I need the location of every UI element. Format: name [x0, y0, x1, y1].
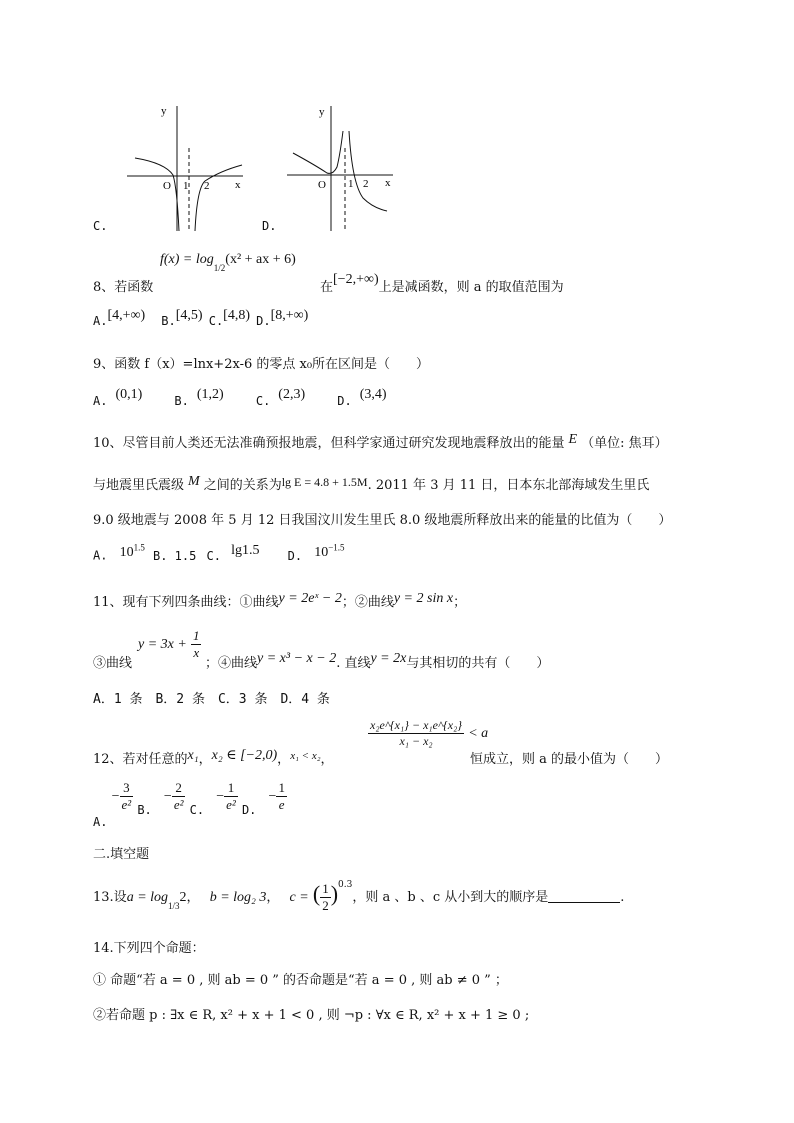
q9-stem: 9、函数 f（x）=lnx+2x-6 的零点 x₀所在区间是（ ） — [93, 357, 430, 372]
tick-1-label: 1 — [183, 180, 189, 192]
option-c-label: C. — [93, 219, 108, 233]
q14-proposition-1: ① 命题“若 a = 0 , 则 ab = 0 ” 的否命题是“若 a = 0 , 则 ab ≠ 0 ” ； — [93, 973, 508, 988]
q8-stem: 8、若函数 — [93, 280, 154, 295]
q11-options: A．1 条 B．2 条 C．3 条 D．4 条 — [93, 692, 330, 707]
q11-line-2: ③曲线 — [93, 656, 133, 671]
answer-blank[interactable] — [548, 890, 620, 903]
option-c-graph — [125, 103, 245, 233]
tick-2-label: 2 — [363, 178, 369, 190]
x-axis-label: x — [235, 179, 241, 191]
q10-line-3: 9.0 级地震与 2008 年 5 月 12 日我国汶川发生里氏 8.0 级地震所释放出来的能量的比值为（ ） — [93, 513, 672, 528]
q12-stem: 12、若对任意的x₁，x₂ ∈ [−2,0)，$^{x_1 < x_2}$， — [93, 748, 334, 767]
q14-proposition-2: ②若命题 p : ∃x ∈ R, x² + x + 1 < 0 , 则 ¬p : ∀x ∈ R, x² + x + 1 ≥ 0 ; — [93, 1008, 530, 1023]
q8-stem-rest: 在[−2,+∞)上是减函数，则 a 的取值范围为 — [320, 272, 564, 295]
q14-title: 14.下列四个命题： — [93, 941, 205, 956]
q12-fraction: $\frac{\text{x₂e\textasciicircum{}\{x₁\} − x₁e\textasciicircum{}\{x₂\}}}{\text{x₁ − x₂}}$ < a — [370, 718, 489, 748]
q12-options: A. − $\frac{3}{\text{e²}}$ B. − $\frac{2}{\text{e²}}$ C. − $\frac{1}{\text{e²}}$ D. − $\frac{1}{e}$ — [93, 780, 285, 829]
tick-1-label: 1 — [348, 178, 354, 190]
tick-2-label: 2 — [204, 180, 210, 192]
y-axis-label: y — [161, 105, 167, 117]
q8-options: A.[4,+∞) B.[4,5) C.[4,8) D.[8,+∞) — [93, 308, 309, 328]
q11-line-1: 11、现有下列四条曲线：①曲线y = 2eˣ − 2；②曲线y = 2 sin x； — [93, 591, 467, 610]
y-axis-label: y — [319, 106, 325, 118]
q10-options: A. $10^{1.5}$ B. 1.5 C. lg1.5 D. $10^{-1.5}$ — [93, 542, 345, 563]
option-d-graph — [285, 103, 395, 233]
q13: 13.设$a = \log_{1/3}2$， b = log₂ 3， c = ( $\frac{1}{2}$ )$^{0.3}$，则 a 、b 、c 从小到大的顺序是 . — [93, 880, 625, 913]
q11-curve-3: y = 3x + $\frac{1}{x}$ — [138, 628, 200, 660]
origin-label: O — [318, 179, 326, 191]
q10-line-2: 与地震里氏震级 M 之间的关系为lg E = 4.8 + 1.5M. 2011 年 3 月 11 日，日本东北部海域发生里氏 — [93, 474, 650, 493]
q10-line-1: 10、尽管目前人类还无法准确预报地震，但科学家通过研究发现地震释放出的能量 E （单位: 焦耳） — [93, 432, 668, 451]
x-axis-label: x — [385, 177, 391, 189]
q11-line-2-rest: ；④曲线y = x³ − x − 2. 直线y = 2x与其相切的共有（ ） — [205, 651, 550, 671]
section-title: 二.填空题 — [93, 847, 150, 862]
origin-label: O — [163, 180, 171, 192]
option-d-label: D. — [262, 219, 277, 233]
q9-options: A. (0,1) B. (1,2) C. (2,3) D. (3,4) — [93, 387, 387, 408]
q8-function: $f(x) = \log_{1/2}(x^2$ + ax + 6) — [160, 252, 296, 273]
q12-stem-suffix: 恒成立，则 a 的最小值为（ ） — [470, 752, 669, 767]
